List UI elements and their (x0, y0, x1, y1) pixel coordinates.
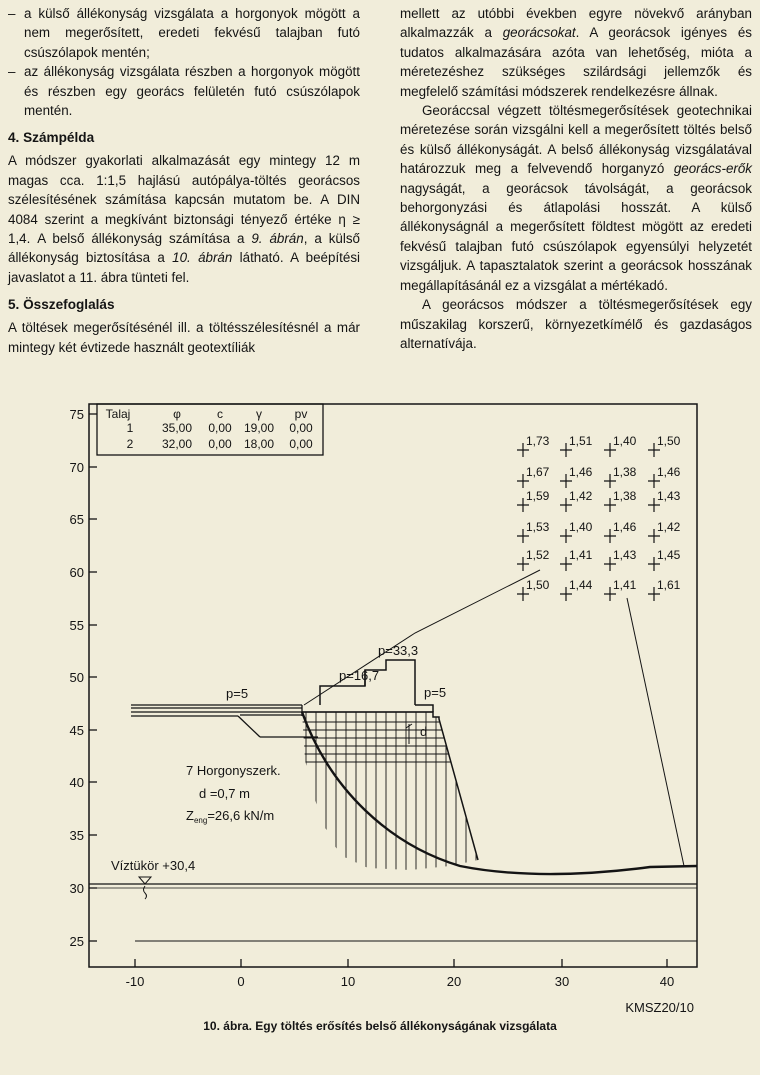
text-run: Z (186, 808, 194, 823)
anchor-description (186, 763, 281, 825)
load-labels (226, 643, 446, 701)
slip-circle (302, 712, 697, 874)
table-cell: 0,00 (208, 437, 232, 451)
y-tick-label: 30 (69, 881, 84, 896)
safety-factor-value: 1,41 (613, 578, 637, 592)
safety-factor-value: 1,50 (657, 434, 681, 448)
text-run: Georáccsal végzett töltésmegerősítések geotechnikai méretezése során vizsgálni kell a megerősített töltés belső és külső állékonyságát. A belső állékonyság vizsgálatával határozzuk meg a felvevendő horganyzó (400, 103, 752, 177)
x-tick-label: 10 (340, 974, 356, 989)
table-header: pv (294, 407, 308, 421)
slip-circle-inner (305, 712, 697, 866)
safety-factor-value: 1,50 (526, 578, 550, 592)
section-4-heading: 4. Számpélda (8, 130, 95, 146)
embankment-slope (302, 712, 478, 860)
table-cell: 2 (126, 437, 134, 451)
figure-caption: 10. ábra. Egy töltés erősítés belső állékonyságának vizsgálata (203, 1019, 557, 1033)
figure-reference: 9. ábrán (251, 231, 304, 247)
section-5-paragraph: A töltések megerősítésénél ill. a töltésszélesítésnél a már mintegy két évtizede használt geotextíliák (8, 320, 360, 355)
table-cell: 18,00 (243, 437, 275, 451)
safety-factor-grid (517, 434, 681, 601)
safety-factor-value: 1,40 (569, 520, 593, 534)
y-tick-label: 75 (69, 407, 84, 422)
spacing-marker (406, 724, 412, 744)
text-run: látható. A beépítési javaslatot a 11. ábra tünteti fel. (8, 250, 361, 285)
figure-reference: 10. ábrán (172, 250, 233, 266)
safety-factor-value: 1,44 (569, 578, 593, 592)
y-tick-label: 65 (69, 512, 84, 527)
x-axis-ticks (135, 959, 667, 967)
safety-factor-value: 1,42 (657, 520, 681, 534)
text-run: =26,6 kN/m (207, 808, 275, 823)
safety-factor-value: 1,41 (569, 548, 593, 562)
text-run: A módszer gyakorlati alkalmazását egy mintegy 12 m magas cca. 1:1,5 hajlású autópálya-töltés georácsos szélesítésének számítása kapcsán mutatom be. A DIN 4084 szerint a megkívánt biztonsági tényező értéke η ≥ 1,4. A belső állékonyság számítása a (8, 153, 360, 247)
x-tick-label: 20 (446, 974, 462, 989)
paragraph-3: A georácsos módszer a töltésmegerősítések egy műszakilag korszerű, környezetkímélő és gazdaságos alternatívája. (400, 297, 752, 351)
text-run: , a külső állékonyság biztosítása a (8, 231, 360, 266)
safety-factor-value: 1,46 (569, 465, 593, 479)
water-table-label: Víztükör +30,4 (111, 858, 196, 873)
safety-factor-value: 1,42 (569, 489, 593, 503)
safety-factor-value: 1,38 (613, 489, 637, 503)
x-tick-label: -10 (125, 974, 145, 989)
bullet-item: – az állékonyság vizsgálata részben a horgonyok mögött és részben egy georács felületén futó csúszólapok mentén. (8, 62, 360, 120)
safety-factor-value: 1,43 (613, 548, 637, 562)
section-5-heading: 5. Összefoglalás (8, 297, 115, 313)
radius-line (627, 598, 684, 866)
y-tick-label: 50 (69, 670, 84, 685)
y-tick-label: 55 (69, 618, 84, 633)
subscript: eng (193, 816, 208, 825)
safety-factor-value: 1,45 (657, 548, 681, 562)
y-axis-ticks (89, 414, 97, 941)
bullet-item: – a külső állékonyság vizsgálata a horgonyok mögött a nem megerősített, eredeti fekvésű talajban futó csúszólapok mentén; (8, 4, 360, 62)
x-tick-label: 0 (237, 974, 245, 989)
emphasis: georács-erők (673, 161, 752, 177)
safety-factor-value: 1,52 (526, 548, 550, 562)
safety-factor-value: 1,43 (657, 489, 681, 503)
y-tick-label: 40 (69, 775, 84, 790)
y-tick-label: 45 (69, 723, 84, 738)
figure-code: KMSZ20/10 (625, 1000, 694, 1015)
safety-factor-value: 1,46 (613, 520, 637, 534)
y-tick-label: 60 (69, 565, 84, 580)
safety-factor-value: 1,38 (613, 465, 637, 479)
anchor-line-3 (186, 808, 274, 825)
load-label-left: p=5 (226, 686, 249, 701)
load-label-right: p=5 (424, 685, 447, 700)
load-label-mid: p=16,7 (339, 668, 380, 683)
safety-factor-value: 1,61 (657, 578, 681, 592)
x-tick-label: 40 (659, 974, 675, 989)
table-cell: 0,00 (289, 421, 313, 435)
y-tick-labels (70, 407, 84, 949)
water-table (89, 858, 697, 899)
table-cell: 0,00 (208, 421, 232, 435)
existing-road (131, 705, 433, 737)
reinforced-zone (300, 712, 478, 872)
table-cell: 19,00 (243, 421, 275, 435)
plot-frame (89, 404, 697, 967)
load-label-top: p=33,3 (378, 643, 419, 658)
safety-factor-value: 1,46 (657, 465, 681, 479)
text-run: . A georácsok igényes és tudatos alkalmazására azóta van lehetőség, mióta a méretezéshez szükséges szilárdsági jellemzők és megfelelő számítási módszerek rendelkezésre állnak. (400, 25, 752, 99)
anchor-line-2: d =0,7 m (199, 786, 250, 801)
y-tick-label: 35 (69, 828, 84, 843)
y-tick-label: 25 (69, 934, 84, 949)
x-tick-labels (126, 974, 675, 989)
table-cell: 0,00 (289, 437, 313, 451)
emphasis: georácsokat (502, 25, 576, 41)
text-run: mellett az utóbbi években egyre növekvő arányban alkalmazzák a (400, 6, 752, 41)
spacing-label: d (420, 724, 428, 739)
text-run: nagyságát, a georácsok távolságát, a georácsok behorgonyzási és átlapolási hosszát. A külső állékonyságnál a megerősített földtest mögött az eredeti fekvésű talajban futó csúszólapok egyensúlyi helyzetét vizsgáljuk. A tapasztalatok szerint a georácsok hosszának megállapításánál ez a vizsgálat a mértékadó. (400, 180, 752, 293)
anchor-line-1: 7 Horgonyszerk. (186, 763, 281, 778)
y-tick-label: 70 (69, 460, 84, 475)
safety-factor-value: 1,40 (613, 434, 637, 448)
table-cell: 35,00 (161, 421, 193, 435)
center-connector-line (304, 570, 540, 705)
table-header: c (217, 407, 223, 421)
table-header: φ (173, 407, 181, 421)
safety-factor-value: 1,73 (526, 434, 550, 448)
table-header: Talaj (105, 407, 131, 421)
safety-factor-value: 1,51 (569, 434, 593, 448)
safety-factor-value: 1,67 (526, 465, 550, 479)
table-header: γ (256, 407, 262, 421)
safety-factor-value: 1,59 (526, 489, 550, 503)
x-tick-label: 30 (554, 974, 570, 989)
soil-table (97, 404, 323, 455)
safety-factor-value: 1,53 (526, 520, 550, 534)
table-cell: 32,00 (161, 437, 193, 451)
table-cell: 1 (126, 421, 134, 435)
